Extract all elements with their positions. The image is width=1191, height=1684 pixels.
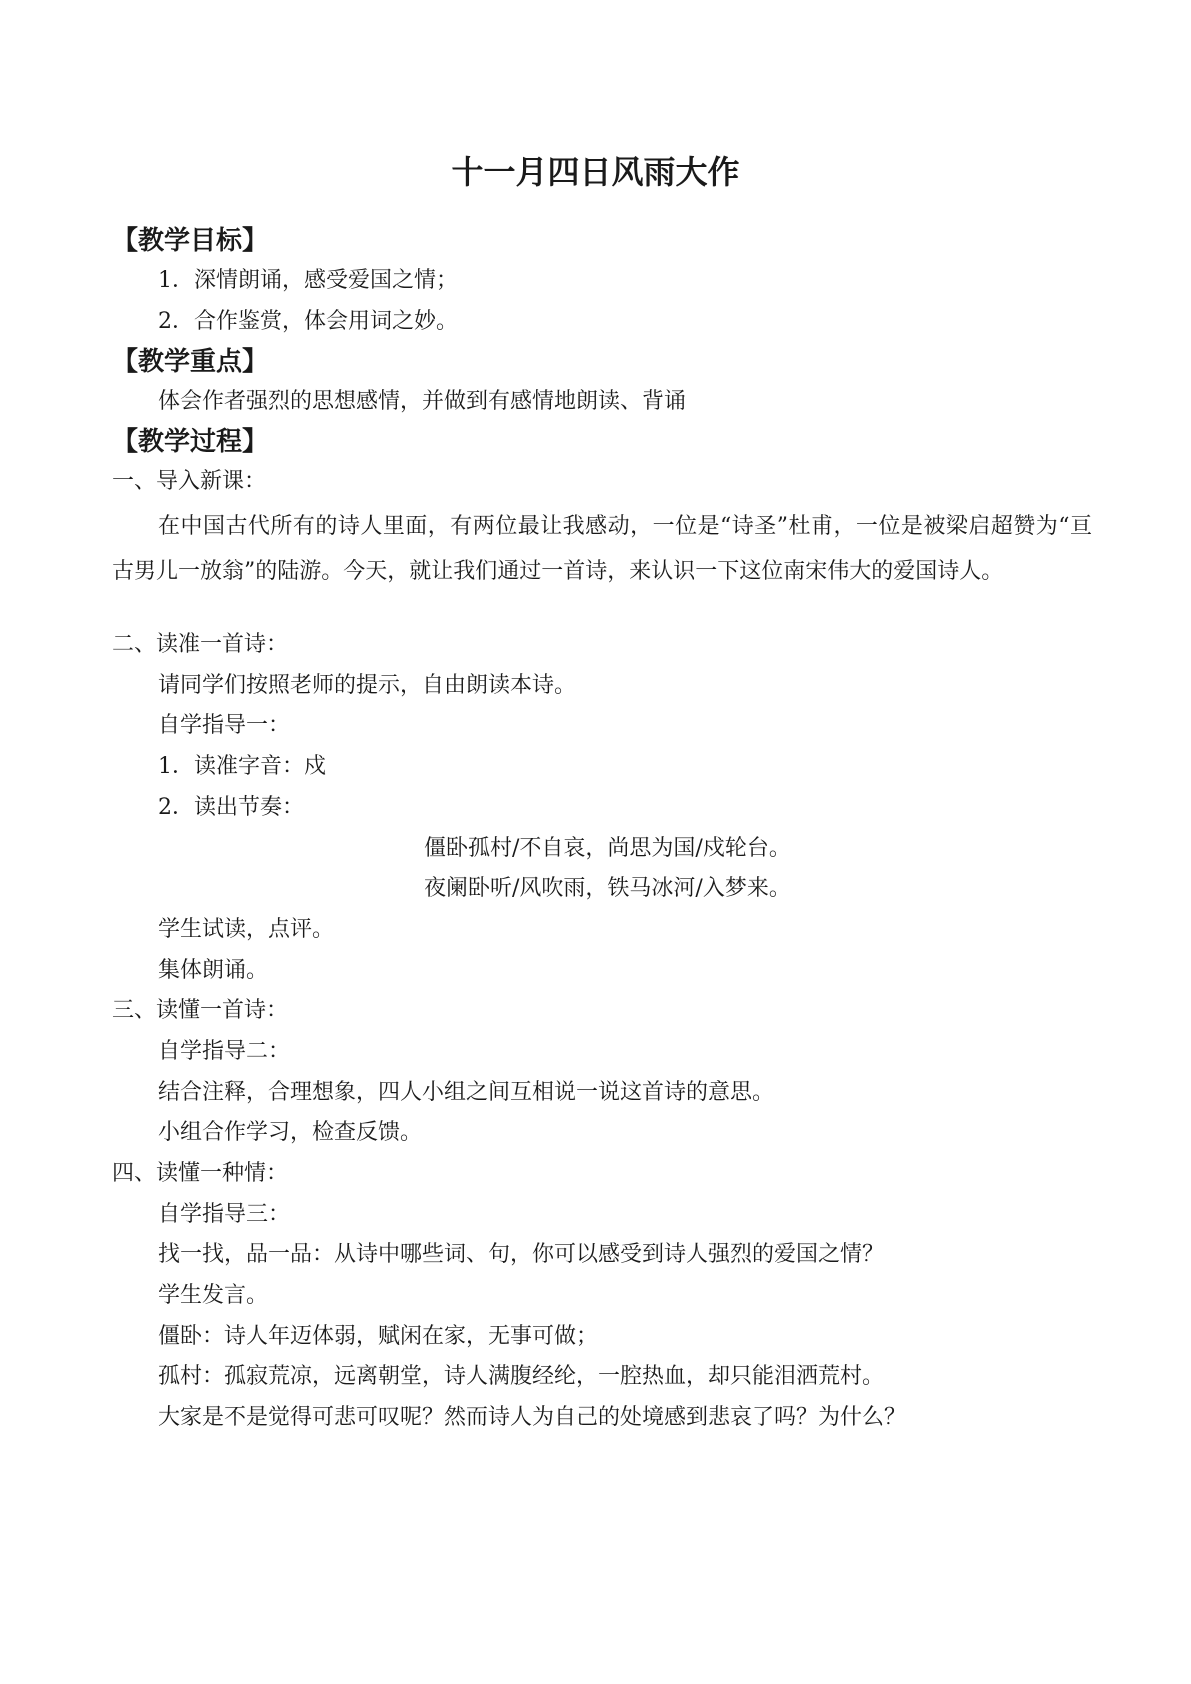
- part2-line-4: 2．读出节奏：: [158, 795, 304, 820]
- section-heading-goals: 【教学目标】: [112, 226, 269, 256]
- poem-line-1: 僵卧孤村/不自哀，尚思为国/戍轮台。: [424, 836, 791, 861]
- part4-line-5: 孤村：孤寂荒凉，远离朝堂，诗人满腹经纶，一腔热血，却只能泪洒荒村。: [158, 1364, 885, 1389]
- part-title-1: 一、导入新课：: [112, 469, 267, 494]
- part-title-4: 四、读懂一种情：: [112, 1161, 289, 1186]
- part4-line-2: 找一找，品一品：从诗中哪些词、句，你可以感受到诗人强烈的爱国之情？: [158, 1242, 885, 1267]
- part4-line-1: 自学指导三：: [158, 1202, 291, 1227]
- part4-line-6: 大家是不是觉得可悲可叹呢？然而诗人为自己的处境感到悲哀了吗？为什么？: [158, 1405, 907, 1430]
- intro-paragraph: 在中国古代所有的诗人里面，有两位最让我感动，一位是“诗圣”杜甫，一位是被梁启超赞为“亘古男儿一放翁”的陆游。今天，就让我们通过一首诗，来认识一下这位南宋伟大的爱国诗人。: [112, 514, 1092, 584]
- part4-line-4: 僵卧：诗人年迈体弱，赋闲在家，无事可做；: [158, 1324, 599, 1349]
- part2-line-2: 自学指导一：: [158, 713, 291, 738]
- part3-line-3: 小组合作学习，检查反馈。: [158, 1120, 423, 1145]
- goal-item-1: 1．深情朗诵，感受爱国之情；: [158, 268, 458, 293]
- part-title-3: 三、读懂一首诗：: [112, 998, 289, 1023]
- section-heading-process: 【教学过程】: [112, 427, 269, 457]
- part3-line-1: 自学指导二：: [158, 1039, 291, 1064]
- goal-item-2: 2．合作鉴赏，体会用词之妙。: [158, 309, 458, 334]
- part3-line-2: 结合注释，合理想象，四人小组之间互相说一说这首诗的意思。: [158, 1080, 775, 1105]
- part4-line-3: 学生发言。: [158, 1283, 269, 1308]
- section-heading-key-points: 【教学重点】: [112, 347, 269, 377]
- part2-line-1: 请同学们按照老师的提示，自由朗读本诗。: [158, 673, 577, 698]
- document-title: 十一月四日风雨大作: [451, 153, 740, 191]
- part-title-2: 二、读准一首诗：: [112, 632, 289, 657]
- part2-line-3: 1．读准字音：戍: [158, 754, 326, 779]
- poem-line-2: 夜阑卧听/风吹雨，铁马冰河/入梦来。: [424, 876, 791, 901]
- part2-after-1: 学生试读，点评。: [158, 917, 335, 942]
- key-points-text: 体会作者强烈的思想感情，并做到有感情地朗读、背诵: [158, 389, 687, 414]
- part2-after-2: 集体朗诵。: [158, 958, 269, 983]
